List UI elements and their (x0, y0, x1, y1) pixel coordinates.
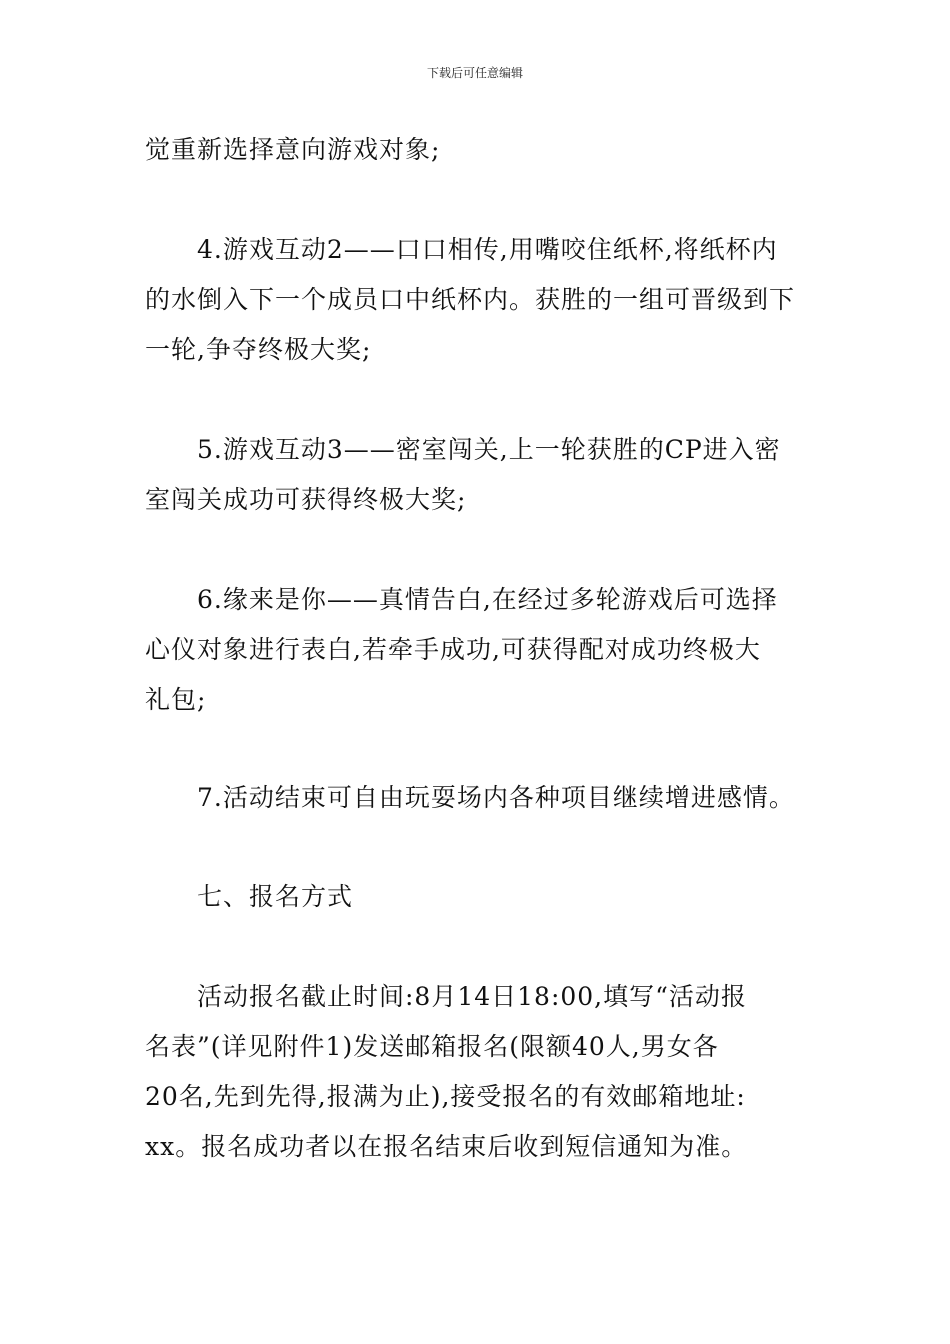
paragraph-item-6 (145, 575, 820, 725)
text-line: 4.游戏互动2——口口相传,用嘴咬住纸杯,将纸杯内 (197, 235, 778, 264)
text-line: 活动报名截止时间:8月14日18:00,填写“活动报 (197, 982, 747, 1011)
paragraph-continuation (145, 125, 820, 175)
section-heading (145, 872, 820, 922)
text-line: 一轮,争夺终极大奖; (145, 335, 372, 364)
paragraph-item-4 (145, 225, 820, 375)
text-line: 礼包; (145, 685, 207, 714)
text-line: 名表”(详见附件1)发送邮箱报名(限额40人,男女各 (145, 1032, 719, 1061)
page-header: 下载后可任意编辑 (426, 66, 523, 80)
text-line: 6.缘来是你——真情告白,在经过多轮游戏后可选择 (197, 585, 778, 614)
text-line: 的水倒入下一个成员口中纸杯内。获胜的一组可晋级到下 (145, 285, 796, 314)
paragraph-registration (145, 972, 820, 1172)
paragraph-item-7 (145, 773, 820, 823)
paragraph-item-5 (145, 425, 820, 525)
text-line: 七、报名方式 (197, 882, 354, 911)
text-line: 室闯关成功可获得终极大奖; (145, 485, 467, 514)
text-line: xx。报名成功者以在报名结束后收到短信通知为准。 (145, 1132, 748, 1161)
text-line: 心仪对象进行表白,若牵手成功,可获得配对成功终极大 (145, 635, 761, 664)
text-line: 5.游戏互动3——密室闯关,上一轮获胜的CP进入密 (197, 435, 781, 464)
text-line: 20名,先到先得,报满为止),接受报名的有效邮箱地址: (145, 1082, 746, 1111)
text-line: 7.活动结束可自由玩耍场内各种项目继续增进感情。 (197, 783, 795, 812)
text-line: 觉重新选择意向游戏对象; (145, 135, 441, 164)
